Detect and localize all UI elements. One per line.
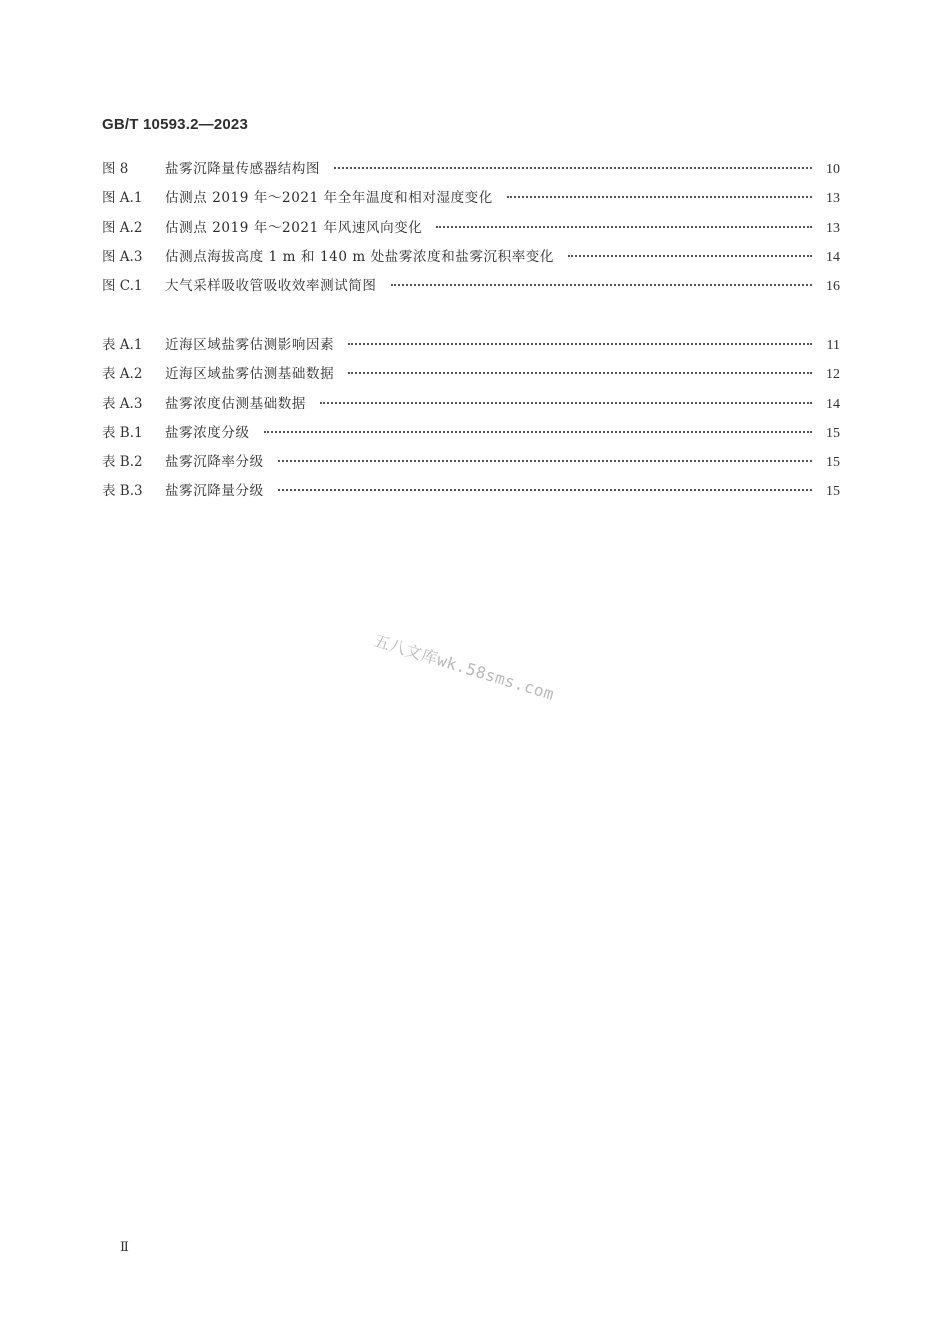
toc-entry[interactable]: [102, 452, 840, 481]
toc-entry[interactable]: [102, 276, 840, 305]
toc-entry-page: 14: [826, 249, 840, 265]
toc-entry-title: 估测点 2019 年～2021 年风速风向变化: [165, 219, 423, 236]
toc-entry-label: 表 A.2: [102, 366, 143, 383]
toc-entry[interactable]: [102, 188, 840, 217]
dot-leader: [568, 255, 812, 257]
toc-entry-label: 表 A.3: [102, 395, 143, 412]
toc-entry-page: 13: [826, 220, 840, 236]
toc-entry-title: 盐雾沉降量分级: [165, 483, 264, 500]
toc-entry-page: 10: [826, 162, 840, 177]
dot-leader: [436, 226, 812, 228]
toc-entry[interactable]: [102, 335, 840, 364]
dot-leader: [348, 372, 812, 374]
dot-leader: [348, 343, 812, 345]
toc-entry[interactable]: [102, 159, 840, 188]
toc-entry-page: 12: [826, 367, 840, 383]
toc-entry[interactable]: [102, 394, 840, 423]
toc-entry-title: 估测点海拔高度 1 m 和 140 m 处盐雾浓度和盐雾沉积率变化: [165, 248, 555, 265]
toc-entry-label: 表 B.3: [102, 483, 143, 500]
dot-leader: [264, 431, 812, 433]
toc-entry-page: 16: [826, 279, 840, 295]
toc-entry-title: 盐雾沉降量传感器结构图: [165, 161, 321, 177]
toc-entry[interactable]: [102, 423, 840, 452]
toc-entry-title: 大气采样吸收管吸收效率测试简图: [165, 278, 377, 295]
dot-leader: [320, 402, 812, 404]
dot-leader: [391, 284, 813, 286]
toc-entry-title: 盐雾沉降率分级: [165, 454, 264, 471]
toc-entry-page: 15: [826, 425, 840, 441]
figure-list: [102, 159, 840, 305]
toc-entry[interactable]: [102, 481, 840, 510]
toc-entry-page: 15: [826, 455, 840, 471]
toc-entry-title: 盐雾浓度估测基础数据: [165, 395, 306, 412]
toc-entry-label: 表 A.1: [102, 337, 143, 353]
dot-leader: [507, 196, 812, 198]
standard-code: GB/T 10593.2—2023: [102, 116, 248, 133]
toc-entry-page: 14: [826, 396, 840, 412]
toc-entry-page: 15: [826, 484, 840, 500]
toc-entry-label: 图 A.3: [102, 248, 143, 265]
toc-entry-title: 近海区域盐雾估测影响因素: [165, 337, 335, 353]
toc-entry[interactable]: [102, 364, 840, 393]
dot-leader: [278, 460, 812, 462]
toc-entry-title: 近海区域盐雾估测基础数据: [165, 366, 335, 383]
toc-entry-label: 表 B.1: [102, 424, 143, 441]
page-number: Ⅱ: [120, 1240, 129, 1255]
toc-entry-label: 图 A.2: [102, 219, 143, 236]
toc-entry[interactable]: [102, 247, 840, 276]
toc-entry-page: 13: [826, 191, 840, 207]
toc-entry-page: 11: [826, 338, 840, 353]
toc-entry-label: 图 A.1: [102, 190, 143, 207]
toc-entry[interactable]: [102, 218, 840, 247]
dot-leader: [334, 167, 812, 169]
toc-entry-label: 图 8: [102, 161, 129, 177]
toc-entry-title: 盐雾浓度分级: [165, 424, 250, 441]
table-list: [102, 335, 840, 511]
dot-leader: [278, 489, 812, 491]
toc-entry-label: 表 B.2: [102, 454, 143, 471]
toc-entry-title: 估测点 2019 年～2021 年全年温度和相对湿度变化: [165, 190, 493, 207]
toc-entry-label: 图 C.1: [102, 278, 143, 295]
watermark: 五八文库wk.58sms.com: [371, 630, 557, 704]
